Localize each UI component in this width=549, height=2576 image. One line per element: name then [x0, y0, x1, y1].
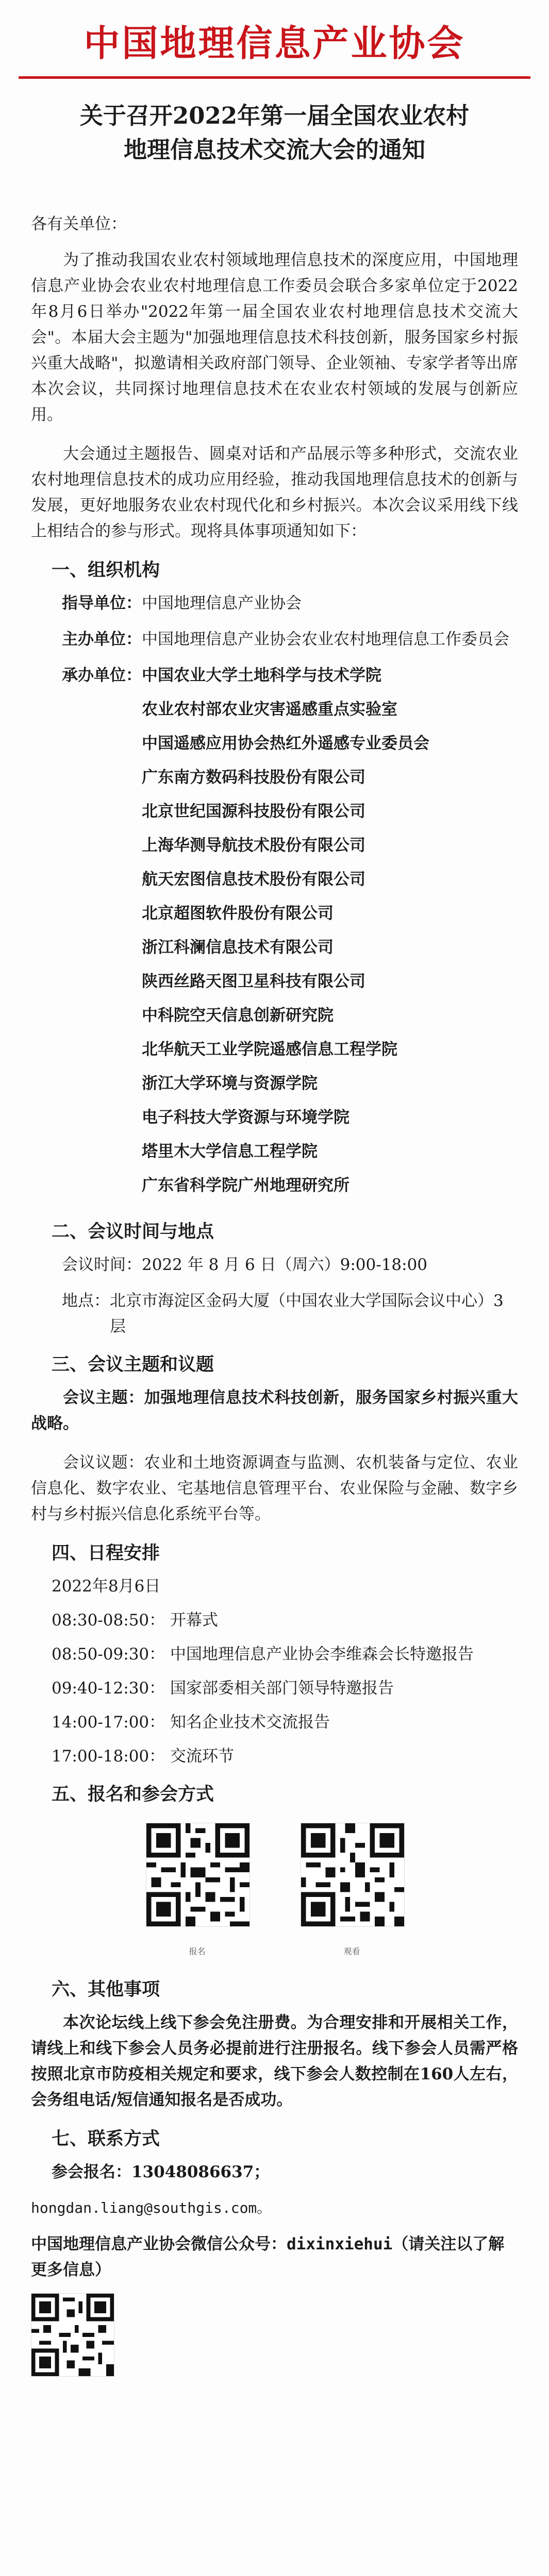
schedule-time: 09:40-12:30：	[52, 1679, 165, 1698]
schedule-item	[52, 1709, 518, 1735]
schedule-time: 08:30-08:50：	[52, 1611, 165, 1630]
contact-phone[interactable]: 13048086637；	[131, 2163, 270, 2181]
host-unit-label: 主办单位：	[62, 630, 142, 649]
contact-email-row	[31, 2195, 518, 2221]
meeting-theme	[31, 1385, 518, 1436]
undertake-unit: 广东南方数码科技股份有限公司	[142, 768, 365, 787]
document-title	[31, 99, 518, 167]
host-unit-row	[62, 626, 518, 652]
undertake-unit: 广东省科学院广州地理研究所	[142, 1176, 350, 1195]
host-unit-value: 中国地理信息产业协会农业农村地理信息工作委员会	[142, 630, 509, 649]
meeting-time-row	[62, 1252, 518, 1278]
section-heading-organization: 一、组织机构	[52, 560, 160, 581]
undertake-unit: 中国农业大学土地科学与技术学院	[142, 666, 381, 685]
section-heading-contact: 七、联系方式	[52, 2128, 160, 2149]
undertake-unit-label: 承办单位：	[62, 666, 142, 685]
undertake-unit: 中科院空天信息创新研究院	[142, 1006, 334, 1025]
schedule-item	[52, 1607, 518, 1633]
contact-phone-row	[52, 2159, 518, 2185]
undertake-unit-row	[62, 663, 518, 1207]
meeting-time-label: 会议时间：	[62, 1256, 142, 1274]
contact-email[interactable]: hongdan.liang@southgis.com。	[31, 2199, 272, 2216]
intro-paragraph-2: 大会通过主题报告、圆桌对话和产品展示等多种形式，交流农业农村地理信息技术的成功应用经验，推动我国地理信息技术的创新与发展，更好地服务农业农村现代化和乡村振兴。本次会议采用线下线上相结合的参与形式。现将具体事项通知如下：	[31, 445, 518, 540]
document-title-line1: 关于召开2022年第一届全国农业农村	[79, 102, 470, 129]
undertake-unit: 农业农村部农业灾害遥感重点实验室	[142, 700, 397, 719]
watch-qr-box[interactable]	[301, 1823, 404, 1964]
section-heading-time-place: 二、会议时间与地点	[52, 1221, 214, 1242]
schedule-item	[52, 1641, 518, 1667]
wechat-note: （请关注以了解更多信息）	[31, 2235, 505, 2279]
register-qr-code-icon[interactable]	[146, 1823, 250, 1927]
schedule-item	[52, 1675, 518, 1701]
guide-unit-value: 中国地理信息产业协会	[142, 594, 302, 613]
schedule-item	[52, 1743, 518, 1769]
wechat-qr-code-icon[interactable]	[31, 2293, 114, 2377]
undertake-unit: 北京超图软件股份有限公司	[142, 904, 334, 923]
meeting-place-row	[62, 1288, 518, 1340]
register-qr-box[interactable]	[146, 1823, 249, 1964]
schedule-desc: 交流环节	[170, 1747, 235, 1766]
undertake-unit: 电子科技大学资源与环境学院	[142, 1108, 350, 1127]
meeting-place-label: 地点：	[62, 1292, 110, 1310]
watch-qr-code-icon[interactable]	[301, 1823, 405, 1927]
undertake-unit: 浙江科澜信息技术有限公司	[142, 938, 334, 957]
undertake-unit: 北京世纪国源科技股份有限公司	[142, 802, 365, 821]
other-matters-text: 本次论坛线上线下参会免注册费。为合理安排和开展相关工作，请线上和线下参会人员务必提前进行注册报名。线下参会人员需严格按照北京市防疫相关规定和要求，线下参会人数控制在160人左右，会务组电话/短信通知报名是否成功。	[31, 2013, 518, 2109]
schedule-desc: 国家部委相关部门领导特邀报告	[170, 1679, 394, 1698]
register-qr-caption: 报名	[189, 1946, 206, 1956]
undertake-unit-list	[142, 663, 518, 1207]
intro-paragraph-1: 为了推动我国农业农村领域地理信息技术的深度应用，中国地理信息产业协会农业农村地理信息工作委员会联合多家单位定于2022年8月6日举办"2022年第一届全国农业农村地理信息技术交流大会"。本届大会主题为"加强地理信息技术科技创新，服务国家乡村振兴重大战略"，拟邀请相关政府部门领导、企业领袖、专家学者等出席本次会议，共同探讨地理信息技术在农业农村领域的发展与创新应用。	[31, 251, 518, 424]
undertake-unit: 中国遥感应用协会热红外遥感专业委员会	[142, 734, 429, 753]
document-title-line2: 地理信息技术交流大会的通知	[123, 136, 425, 163]
meeting-topics-value: 农业和土地资源调查与监测、农机装备与定位、农业信息化、数字农业、宅基地信息管理平台、农业保险与金融、数字乡村与乡村振兴信息化系统平台等。	[31, 1453, 519, 1523]
qr-code-row	[31, 1823, 518, 1964]
schedule-desc: 开幕式	[170, 1611, 219, 1630]
meeting-place-value: 北京市海淀区金码大厦（中国农业大学国际会议中心）3层	[110, 1292, 504, 1336]
undertake-unit: 航天宏图信息技术股份有限公司	[142, 870, 365, 889]
undertake-unit: 塔里木大学信息工程学院	[142, 1142, 318, 1161]
schedule-desc: 中国地理信息产业协会李维森会长特邀报告	[170, 1645, 474, 1664]
header-divider	[19, 76, 530, 79]
undertake-unit: 上海华测导航技术股份有限公司	[142, 836, 365, 855]
contact-phone-label: 参会报名：	[52, 2163, 131, 2181]
section-heading-register: 五、报名和参会方式	[52, 1784, 214, 1805]
salutation: 各有关单位：	[31, 215, 127, 233]
schedule-time: 14:00-17:00：	[52, 1713, 165, 1732]
meeting-time-value: 2022 年 8 月 6 日（周六）9:00-18:00	[142, 1256, 428, 1274]
meeting-topics-label: 会议议题：	[63, 1453, 144, 1472]
undertake-unit: 浙江大学环境与资源学院	[142, 1074, 318, 1093]
schedule-date: 2022年8月6日	[52, 1577, 161, 1596]
guide-unit-row	[62, 590, 518, 616]
meeting-topics	[31, 1450, 518, 1527]
section-heading-schedule: 四、日程安排	[52, 1543, 160, 1564]
wechat-label: 中国地理信息产业协会微信公众号：	[31, 2235, 287, 2253]
undertake-unit: 北华航天工业学院遥感信息工程学院	[142, 1040, 397, 1059]
watch-qr-caption: 观看	[343, 1946, 360, 1956]
section-heading-other: 六、其他事项	[52, 1979, 160, 2000]
guide-unit-label: 指导单位：	[62, 594, 142, 613]
meeting-theme-value: 加强地理信息技术科技创新，服务国家乡村振兴重大战略。	[31, 1388, 519, 1433]
schedule-time: 08:50-09:30：	[52, 1645, 165, 1664]
undertake-unit: 陕西丝路天图卫星科技有限公司	[142, 972, 365, 991]
meeting-theme-label: 会议主题：	[63, 1388, 144, 1407]
document-body	[31, 211, 518, 2384]
wechat-account	[31, 2231, 518, 2283]
section-heading-theme: 三、会议主题和议题	[52, 1354, 214, 1375]
header-org-title: 中国地理信息产业协会	[84, 22, 465, 64]
schedule-time: 17:00-18:00：	[52, 1747, 165, 1766]
schedule-desc: 知名企业技术交流报告	[170, 1713, 330, 1732]
wechat-id[interactable]: dixinxiehui	[287, 2235, 393, 2253]
